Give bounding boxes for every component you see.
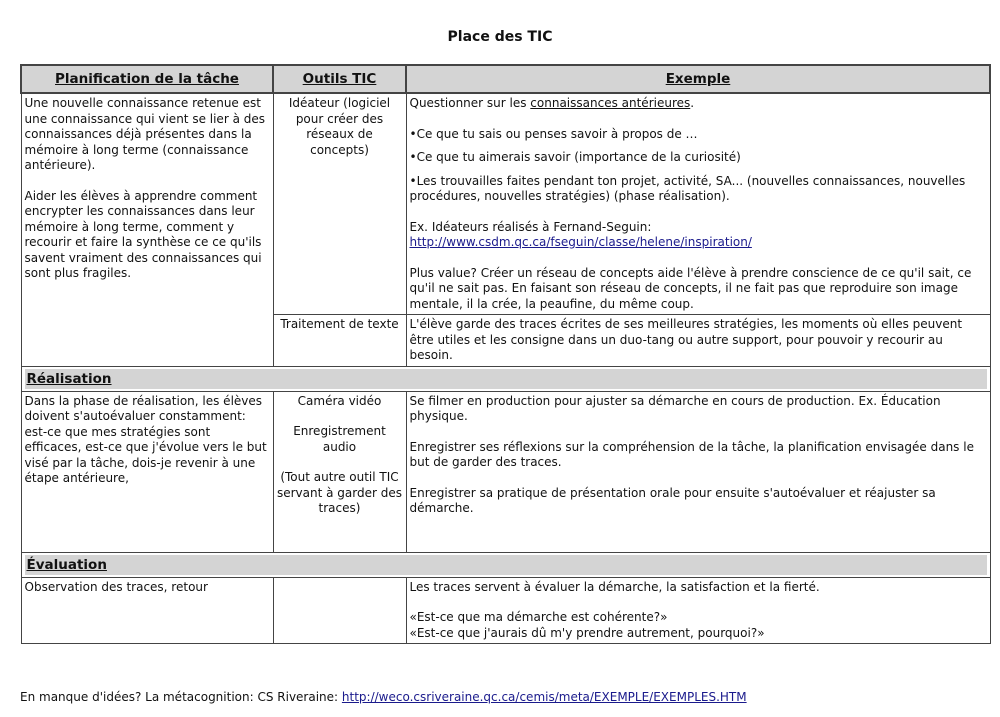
- bullet-item: •Ce que tu aimerais savoir (importance de la curiosité): [409, 150, 741, 164]
- bullet-item: •Les trouvailles faites pendant ton projet, activité, SA... (nouvelles connaissances, nouvelles procédures, nouvelles stratégies) (phase réalisation).: [409, 173, 966, 203]
- example-question-prefix: Questionner sur les: [409, 96, 531, 110]
- evaluation-example-1: Les traces servent à évaluer la démarche, la satisfaction et la fierté.: [409, 579, 820, 594]
- planification-desc-2: Aider les élèves à apprendre comment encrypter les connaissances dans leur mémoire à long terme, comment y recourir et faire la synthèse ce ce qu'ils savent vraiment des connaissances qui sont plus fragiles.: [24, 188, 262, 280]
- example-ideateurs-label: Ex. Idéateurs réalisés à Fernand-Seguin:: [409, 219, 652, 234]
- header-planification: Planification de la tâche: [21, 65, 273, 93]
- ideateurs-url-link[interactable]: http://www.csdm.qc.ca/fseguin/classe/helene/inspiration/: [409, 235, 752, 249]
- tool-camera-video: Caméra vidéo: [297, 393, 382, 408]
- realisation-heading: Réalisation: [25, 369, 987, 389]
- tool-enregistrement-audio: Enregistrement audio: [293, 424, 386, 454]
- evaluation-description: Observation des traces, retour: [21, 577, 273, 644]
- tool-autre: (Tout autre outil TIC servant à garder des traces): [276, 470, 402, 515]
- planification-desc-1: Une nouvelle connaissance retenue est une connaissance qui vient se lier à des connaissances déjà présentes dans la mémoire à long terme (connaissance antérieure).: [24, 96, 265, 172]
- realisation-example-3: Enregistrer sa pratique de présentation orale pour ensuite s'autoévaluer et réajuster sa démarche.: [409, 485, 936, 515]
- header-exemple: Exemple: [406, 65, 990, 93]
- footer: [20, 690, 747, 706]
- realisation-example-2: Enregistrer ses réflexions sur la compréhension de la tâche, la planification envisagée dans le but de garder des traces.: [409, 439, 974, 469]
- bullet-item: •Ce que tu sais ou penses savoir à propos de …: [409, 126, 698, 141]
- footer-link[interactable]: http://weco.csriveraine.qc.ca/cemis/meta/EXEMPLE/EXEMPLES.HTM: [341, 690, 747, 704]
- plus-value-text: Plus value? Créer un réseau de concepts aide l'élève à prendre conscience de ce qu'il sait, ce qu'il ne sait pas. En faisant son réseau de concepts, il ne fait pas que reproduire son image mentale, il la crée, la peaufine, du même coup.: [409, 265, 972, 311]
- realisation-tools: [273, 391, 406, 552]
- evaluation-examples: [406, 577, 990, 644]
- evaluation-row: [21, 577, 990, 644]
- example-question: [410, 96, 987, 112]
- connaissances-anterieures-link[interactable]: connaissances antérieures: [530, 96, 691, 110]
- realisation-section-row: [21, 366, 990, 391]
- example-ideateur: [406, 93, 990, 315]
- header-outils: Outils TIC: [273, 65, 406, 93]
- tool-traitement-texte: Traitement de texte: [273, 315, 406, 367]
- evaluation-question-1: «Est-ce que ma démarche est cohérente?»: [409, 610, 668, 624]
- planification-row-1: [21, 93, 990, 315]
- realisation-row: [21, 391, 990, 552]
- footer-text: En manque d'idées? La métacognition: CS Riveraine:: [20, 690, 342, 704]
- evaluation-tools: [273, 577, 406, 644]
- realisation-description: Dans la phase de réalisation, les élèves doivent s'autoévaluer constamment: est-ce que mes stratégies sont efficaces, est-ce que j'évolue vers le but visé par la tâche, dois-je revenir à une étape antérieure,: [21, 391, 273, 552]
- realisation-examples: [406, 391, 990, 552]
- evaluation-question-2: «Est-ce que j'aurais dû m'y prendre autrement, pourquoi?»: [409, 625, 765, 640]
- example-traitement-texte: L'élève garde des traces écrites de ses meilleures stratégies, les moments où elles peuvent être utiles et les consigne dans un duo-tang ou autre support, pour pouvoir y recourir au besoin.: [406, 315, 990, 367]
- planification-description: [21, 93, 273, 366]
- evaluation-section-row: [21, 552, 990, 577]
- tool-ideateur: Idéateur (logiciel pour créer des réseaux de concepts): [273, 93, 406, 315]
- page-title: Place des TIC: [447, 29, 553, 45]
- realisation-example-1: Se filmer en production pour ajuster sa démarche en cours de production. Ex. Éducation physique.: [409, 393, 941, 423]
- evaluation-heading: Évaluation: [25, 555, 987, 575]
- header-row: [21, 65, 990, 93]
- example-question-suffix: .: [690, 96, 695, 110]
- tic-table: [20, 64, 991, 644]
